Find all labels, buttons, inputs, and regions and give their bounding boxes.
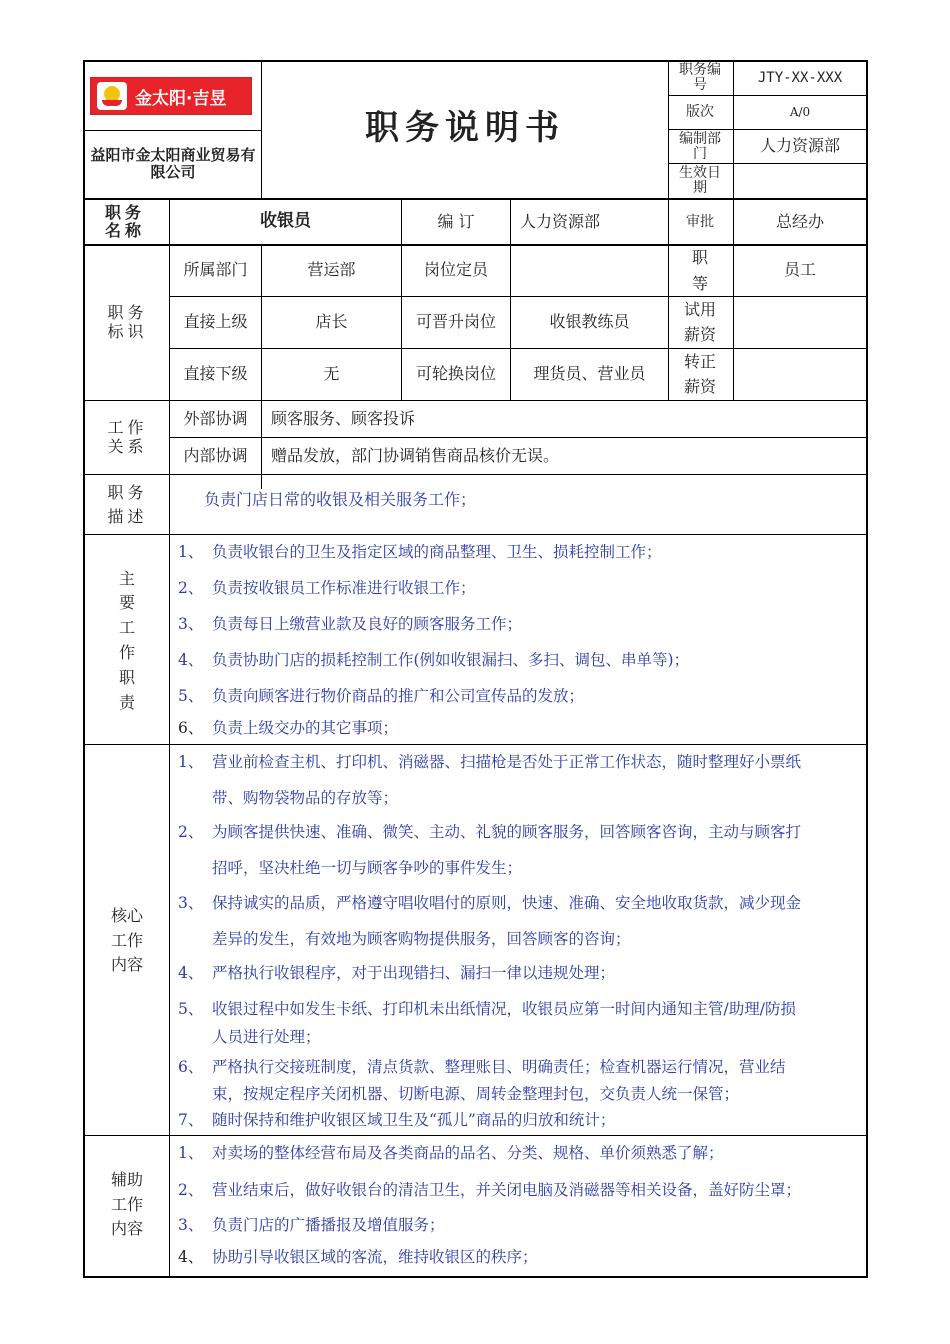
subordinate-value: 无: [323, 364, 340, 384]
item-text: 负责协助门店的损耗控制工作(例如收银漏扫、多扫、调包、串单等)；: [212, 651, 690, 669]
item-text: 营业前检查主机、打印机、消磁器、扫描枪是否处于正常工作状态，随时整理好小票纸: [212, 753, 802, 771]
item-text: 负责按收银员工作标准进行收银工作；: [212, 579, 476, 597]
core-item: [178, 891, 801, 913]
promote-value: 收银教练员: [549, 312, 630, 332]
aux-item: [178, 1213, 445, 1235]
description-text: 负责门店日常的收银及相关服务工作；: [204, 489, 477, 509]
duty-item: [178, 684, 584, 706]
item-text-continued: 束，按规定程序关闭机器、切断电源、周转金整理封包，交负责人统一保管；: [212, 1085, 740, 1103]
item-text: 负责每日上缴营业款及良好的顾客服务工作；: [212, 615, 523, 633]
item-number: 4、: [178, 1248, 204, 1266]
item-number: 7、: [178, 1111, 204, 1129]
meta-value-version: A/0: [789, 104, 811, 119]
duty-item: [178, 576, 476, 598]
item-number: 3、: [178, 894, 204, 912]
item-text-continued: 带、购物袋物品的存放等；: [212, 789, 399, 807]
meta-label-dept: 编制部门: [679, 130, 721, 162]
item-text: 对卖场的整体经营布局及各类商品的品名、分类、规格、单价须熟悉了解；: [212, 1144, 724, 1162]
item-text: 严格执行收银程序，对于出现错扫、漏扫一律以违规处理；: [212, 964, 616, 982]
dept-label: 所属部门: [183, 260, 248, 280]
regular-pay-label: 转正薪资: [683, 351, 716, 396]
superior-label: 直接上级: [183, 312, 248, 332]
item-number: 3、: [178, 1216, 204, 1234]
item-number: 5、: [178, 1000, 204, 1018]
aux-item: [178, 1141, 724, 1163]
core-item: [178, 820, 801, 842]
identity-section-label: 职务标识: [107, 303, 148, 341]
item-number: 4、: [178, 964, 204, 982]
meta-label-effective: 生效日期: [679, 165, 721, 196]
item-text: 严格执行交接班制度，清点货款、整理账目、明确责任；检查机器运行情况，营业结: [212, 1058, 786, 1076]
dept-value: 营运部: [307, 260, 356, 280]
core-item: [178, 1055, 786, 1077]
relations-section-label: 工作关系: [107, 418, 148, 456]
company-logo: [90, 77, 252, 115]
item-text: 协助引导收银区域的客流，维持收银区的秩序；: [212, 1248, 538, 1266]
item-number: 2、: [178, 1181, 204, 1199]
revise-label: 编 订: [437, 211, 475, 231]
item-number: 4、: [178, 651, 204, 669]
item-text-continued: 招呼，坚决杜绝一切与顾客争吵的事件发生；: [212, 859, 523, 877]
aux-item: [178, 1178, 801, 1200]
item-text: 负责上级交办的其它事项；: [212, 719, 399, 737]
revise-value: 人力资源部: [520, 211, 601, 231]
duty-item: [178, 540, 662, 562]
core-section-label: 核心工作内容: [110, 905, 143, 975]
item-text: 负责门店的广播播报及增值服务；: [212, 1216, 445, 1234]
item-number: 6、: [178, 1058, 204, 1076]
core-item: [178, 961, 615, 983]
regular-pay-value: [734, 349, 866, 400]
quota-label: 岗位定员: [423, 260, 488, 280]
meta-label-version: 版次: [686, 104, 714, 121]
core-item: [178, 750, 801, 772]
logo-text: 金太阳·吉昱: [135, 88, 227, 109]
duty-item: [178, 716, 398, 738]
job-name-label: 职务名称: [104, 202, 145, 240]
core-item: [178, 1108, 615, 1130]
approve-value: 总经办: [775, 211, 824, 231]
meta-label-code: 职务编号: [679, 62, 721, 93]
page-title: 职务说明书: [365, 108, 565, 149]
grade-value: 员工: [783, 260, 816, 280]
external-value: 顾客服务、顾客投诉: [271, 408, 416, 428]
duty-item: [178, 612, 522, 634]
description-section-label: 职务描述: [107, 482, 148, 526]
trial-pay-value: [734, 297, 866, 348]
duties-section-label: 主要工作职责: [118, 568, 135, 712]
meta-value-code: JTY-XX-XXX: [757, 69, 843, 86]
item-text: 为顾客提供快速、准确、微笑、主动、礼貌的顾客服务，回答顾客咨询，主动与顾客打: [212, 823, 802, 841]
internal-value: 赠品发放，部门协调销售商品核价无误。: [271, 445, 560, 465]
item-number: 1、: [178, 543, 204, 561]
company-name: 益阳市金太阳商业贸易有限公司: [90, 145, 256, 181]
sun-logo-icon: [97, 82, 127, 110]
item-text: 负责向顾客进行物价商品的推广和公司宣传品的发放；: [212, 687, 585, 705]
item-number: 5、: [178, 687, 204, 705]
approve-label: 审批: [686, 213, 714, 230]
rotate-label: 可轮换岗位: [415, 364, 496, 384]
item-number: 3、: [178, 615, 204, 633]
core-item: [178, 997, 796, 1019]
superior-value: 店长: [315, 312, 348, 332]
item-number: 1、: [178, 753, 204, 771]
promote-label: 可晋升岗位: [415, 312, 496, 332]
quota-value: [511, 245, 668, 296]
job-name: 收银员: [260, 211, 311, 232]
trial-pay-label: 试用薪资: [683, 299, 716, 344]
duty-item: [178, 648, 689, 670]
item-number: 2、: [178, 579, 204, 597]
item-text: 收银过程中如发生卡纸、打印机未出纸情况，收银员应第一时间内通知主管/助理/防损: [212, 1000, 796, 1018]
internal-label: 内部协调: [183, 445, 248, 465]
item-text: 随时保持和维护收银区域卫生及“孤儿”商品的归放和统计；: [212, 1111, 616, 1129]
item-text-continued: 差异的发生，有效地为顾客购物提供服务，回答顾客的咨询；: [212, 930, 631, 948]
item-number: 1、: [178, 1144, 204, 1162]
item-text: 保持诚实的品质，严格遵守唱收唱付的原则，快速、准确、安全地收取货款，减少现金: [212, 894, 802, 912]
grade-label: 职等: [691, 248, 708, 293]
meta-value-effective: [734, 164, 866, 198]
rotate-value: 理货员、营业员: [533, 364, 646, 384]
item-text: 营业结束后，做好收银台的清洁卫生，并关闭电脑及消磁器等相关设备，盖好防尘罩；: [212, 1181, 802, 1199]
meta-value-dept: 人力资源部: [759, 136, 840, 156]
item-number: 2、: [178, 823, 204, 841]
aux-section-label: 辅助工作内容: [110, 1169, 143, 1239]
subordinate-label: 直接下级: [183, 364, 248, 384]
external-label: 外部协调: [183, 408, 248, 428]
item-text-continued: 人员进行处理；: [212, 1028, 321, 1046]
item-text: 负责收银台的卫生及指定区域的商品整理、卫生、损耗控制工作；: [212, 543, 662, 561]
aux-item: [178, 1245, 538, 1267]
item-number: 6、: [178, 719, 204, 737]
